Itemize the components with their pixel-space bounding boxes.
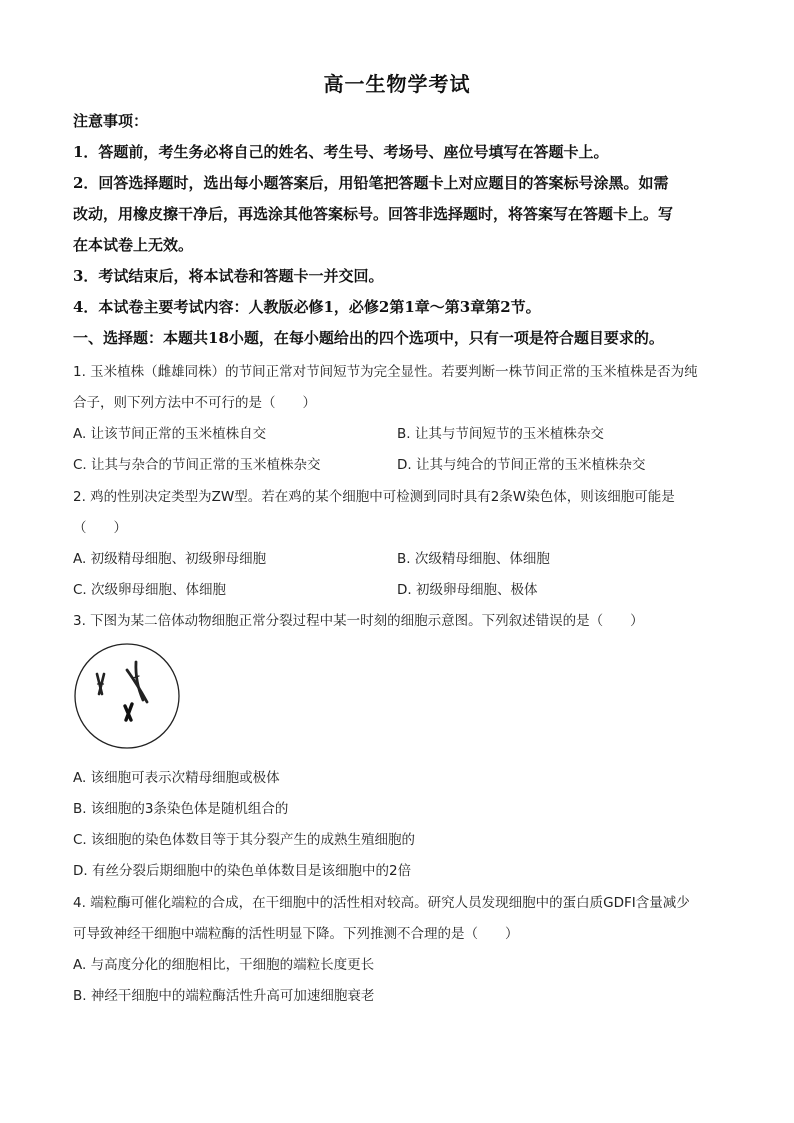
notice-item: 3．考试结束后，将本试卷和答题卡一并交回。 bbox=[73, 267, 384, 285]
question-2-stem: （ ） bbox=[73, 520, 127, 536]
question-3-option-a: A. 该细胞可表示次精母细胞或极体 bbox=[73, 770, 280, 786]
notice-item: 4．本试卷主要考试内容：人教版必修1，必修2第1章～第3章第2节。 bbox=[73, 298, 541, 316]
question-4-stem: 可导致神经干细胞中端粒酶的活性明显下降。下列推测不合理的是（ ） bbox=[73, 926, 519, 942]
question-3-option-b: B. 该细胞的3条染色体是随机组合的 bbox=[73, 801, 289, 817]
question-1-option-b: B. 让其与节间短节的玉米植株杂交 bbox=[397, 426, 604, 442]
notice-item: 2．回答选择题时，选出每小题答案后，用铅笔把答题卡上对应题目的答案标号涂黑。如需 bbox=[73, 174, 669, 192]
question-1-option-c: C. 让其与杂合的节间正常的玉米植株杂交 bbox=[73, 457, 321, 473]
question-2-option-c: C. 次级卵母细胞、体细胞 bbox=[73, 582, 227, 598]
question-2-stem: 2. 鸡的性别决定类型为ZW型。若在鸡的某个细胞中可检测到同时具有2条W染色体，则该细胞可能是 bbox=[73, 489, 675, 505]
question-2-option-b: B. 次级精母细胞、体细胞 bbox=[397, 551, 550, 567]
question-4-option-b: B. 神经干细胞中的端粒酶活性升高可加速细胞衰老 bbox=[73, 988, 375, 1004]
question-1-stem: 合子，则下列方法中不可行的是（ ） bbox=[73, 395, 316, 411]
exam-title: 高一生物学考试 bbox=[323, 72, 471, 96]
cell-diagram bbox=[73, 642, 181, 750]
cell-membrane bbox=[75, 644, 179, 748]
notice-item: 改动，用橡皮擦干净后，再选涂其他答案标号。回答非选择题时，将答案写在答题卡上。写 bbox=[73, 205, 674, 223]
question-1-option-d: D. 让其与纯合的节间正常的玉米植株杂交 bbox=[397, 457, 646, 473]
question-4-stem: 4. 端粒酶可催化端粒的合成，在干细胞中的活性相对较高。研究人员发现细胞中的蛋白质GDFI含量减少 bbox=[73, 895, 690, 911]
question-3-stem: 3. 下图为某二倍体动物细胞正常分裂过程中某一时刻的细胞示意图。下列叙述错误的是（ ） bbox=[73, 613, 644, 629]
question-4-option-a: A. 与高度分化的细胞相比，干细胞的端粒长度更长 bbox=[73, 957, 375, 973]
question-2-option-d: D. 初级卵母细胞、极体 bbox=[397, 582, 538, 598]
question-3-option-c: C. 该细胞的染色体数目等于其分裂产生的成熟生殖细胞的 bbox=[73, 832, 416, 848]
question-2-option-a: A. 初级精母细胞、初级卵母细胞 bbox=[73, 551, 267, 567]
chromosome-left bbox=[97, 674, 104, 694]
question-3-option-d: D. 有丝分裂后期细胞中的染色单体数目是该细胞中的2倍 bbox=[73, 863, 412, 879]
section-heading: 一、选择题：本题共18小题，在每小题给出的四个选项中，只有一项是符合题目要求的。 bbox=[73, 329, 664, 347]
chromosome-small bbox=[125, 704, 132, 720]
question-1-stem: 1. 玉米植株（雌雄同株）的节间正常对节间短节为完全显性。若要判断一株节间正常的玉米植株是否为纯 bbox=[73, 364, 698, 380]
chromosome-large bbox=[127, 662, 147, 702]
notice-heading: 注意事项： bbox=[73, 112, 149, 130]
question-1-option-a: A. 让该节间正常的玉米植株自交 bbox=[73, 426, 267, 442]
notice-item: 在本试卷上无效。 bbox=[73, 236, 194, 254]
notice-item: 1．答题前，考生务必将自己的姓名、考生号、考场号、座位号填写在答题卡上。 bbox=[73, 143, 609, 161]
